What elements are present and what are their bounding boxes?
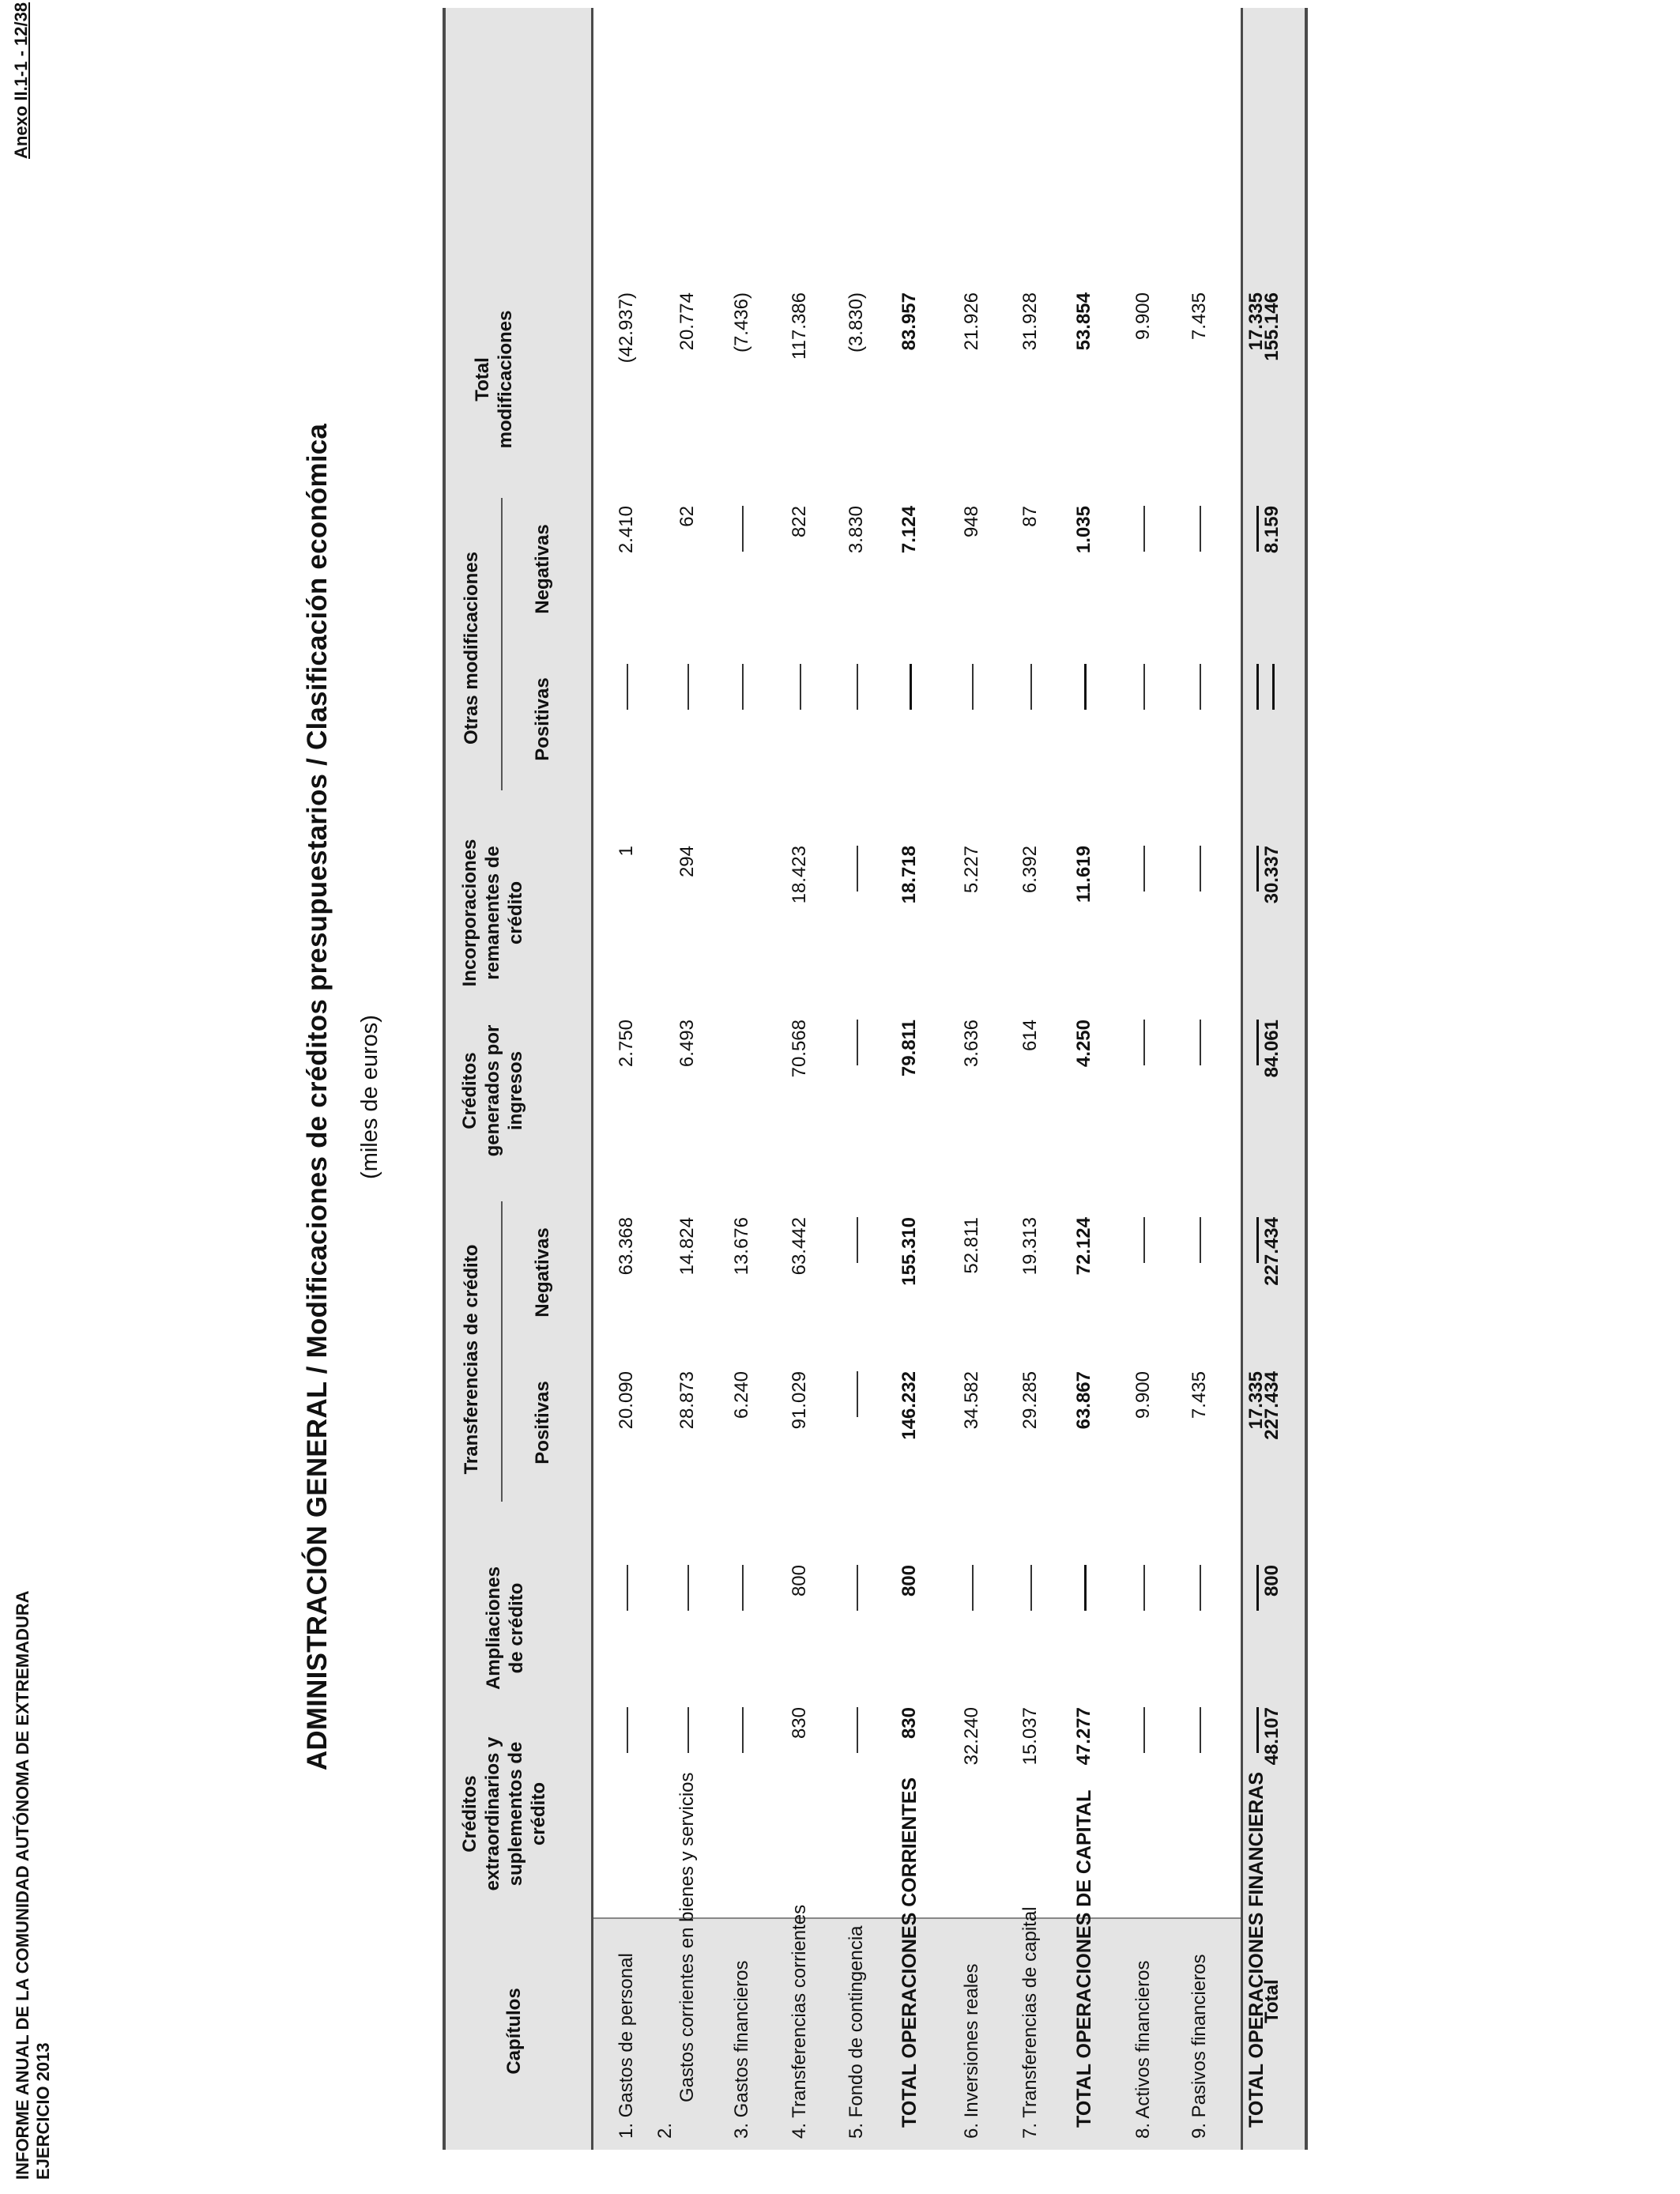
col-header-transfer-negativas: Negativas: [532, 1227, 553, 1318]
empty-cell-dash: [800, 664, 801, 710]
empty-cell-dash: [1200, 846, 1201, 892]
col-header-creditos-extra: Créditos extraordinarios y suplementos de crédito: [459, 1736, 549, 1891]
empty-cell-dash: [1143, 1565, 1145, 1611]
row-label: Gastos corrientes en bienes y servicios: [676, 1772, 698, 2102]
empty-cell-dash: [1200, 1217, 1201, 1263]
value-cell: 155.310: [898, 1217, 920, 1286]
empty-cell-dash: [972, 1565, 974, 1611]
value-cell: 18.718: [898, 846, 920, 904]
value-cell: 614: [1019, 1020, 1041, 1052]
value-cell: 47.277: [1073, 1707, 1094, 1766]
value-cell: 9.900: [1132, 292, 1154, 341]
col-header-total: Total modificaciones: [472, 310, 516, 449]
empty-cell-dash: [742, 506, 744, 552]
value-cell: (42.937): [616, 292, 637, 364]
empty-cell-dash: [1084, 664, 1087, 710]
col-header-incorporaciones: Incorporaciones remanentes de crédito: [459, 839, 526, 987]
modifications-table: [443, 8, 1308, 2150]
value-cell: 32.240: [961, 1707, 982, 1766]
value-cell: 20.090: [616, 1371, 637, 1430]
empty-cell-dash: [1084, 1565, 1087, 1611]
transfer-group-rule: [501, 1201, 503, 1502]
value-cell: 17.335: [1245, 292, 1267, 351]
empty-cell-dash: [687, 1565, 689, 1611]
value-cell: 31.928: [1019, 292, 1041, 351]
value-cell: 84.061: [1261, 1020, 1283, 1078]
value-cell: 83.957: [898, 292, 920, 351]
value-cell: 52.811: [961, 1217, 982, 1274]
row-label: TOTAL OPERACIONES FINANCIERAS: [1245, 1771, 1268, 2128]
empty-cell-dash: [857, 846, 858, 892]
empty-cell-dash: [1143, 1020, 1145, 1065]
row-label: 1. Gastos de personal: [616, 1953, 637, 2139]
empty-cell-dash: [1030, 1565, 1032, 1611]
empty-cell-dash: [910, 664, 912, 710]
empty-cell-dash: [1256, 1020, 1259, 1065]
value-cell: 800: [898, 1565, 920, 1597]
report-year-line: EJERCICIO 2013: [33, 2042, 53, 2180]
row-label: Total: [1261, 1979, 1283, 2023]
total-row-rule: [1241, 8, 1243, 2150]
value-cell: 1: [616, 846, 637, 857]
empty-cell-dash: [687, 664, 689, 710]
value-cell: 3.636: [961, 1020, 982, 1068]
empty-cell-dash: [627, 664, 628, 710]
empty-cell-dash: [1143, 506, 1145, 552]
value-cell: 72.124: [1073, 1217, 1094, 1276]
empty-cell-dash: [1200, 1020, 1201, 1065]
value-cell: 830: [789, 1707, 810, 1740]
empty-cell-dash: [857, 1707, 858, 1753]
value-cell: 30.337: [1261, 846, 1283, 904]
header-bottom-rule: [591, 8, 593, 2150]
empty-cell-dash: [1256, 846, 1259, 892]
value-cell: (3.830): [846, 292, 867, 353]
row-label: 6. Inversiones reales: [961, 1963, 982, 2139]
value-cell: 87: [1019, 506, 1041, 527]
col-header-otras-positivas: Positivas: [532, 677, 553, 761]
value-cell: 29.285: [1019, 1371, 1041, 1430]
value-cell: 63.867: [1073, 1371, 1094, 1430]
empty-cell-dash: [1272, 664, 1275, 710]
value-cell: 48.107: [1261, 1707, 1283, 1766]
empty-cell-dash: [1256, 1707, 1259, 1753]
empty-cell-dash: [1143, 846, 1145, 892]
row-label: 4. Transferencias corrientes: [789, 1904, 810, 2139]
value-cell: 227.434: [1261, 1217, 1283, 1286]
row-label: TOTAL OPERACIONES CORRIENTES: [898, 1777, 921, 2128]
empty-cell-dash: [857, 1565, 858, 1611]
empty-cell-dash: [857, 1020, 858, 1065]
row-label: TOTAL OPERACIONES DE CAPITAL: [1073, 1789, 1095, 2128]
value-cell: (7.436): [731, 292, 752, 353]
col-header-ampliaciones: Ampliaciones de crédito: [483, 1566, 527, 1691]
value-cell: 117.386: [789, 292, 810, 360]
value-cell: 19.313: [1019, 1217, 1041, 1276]
value-cell: 8.159: [1261, 506, 1283, 554]
value-cell: 2.410: [616, 506, 637, 554]
value-cell: 822: [789, 506, 810, 538]
empty-cell-dash: [1256, 1565, 1259, 1611]
value-cell: 3.830: [846, 506, 867, 554]
row-label: 8. Activos financieros: [1132, 1960, 1154, 2139]
value-cell: 20.774: [676, 292, 698, 351]
empty-cell-dash: [1030, 664, 1032, 710]
value-cell: 18.423: [789, 846, 810, 904]
table-top-rule: [443, 8, 446, 2150]
value-cell: 11.619: [1073, 846, 1094, 903]
value-cell: 227.434: [1261, 1371, 1283, 1440]
empty-cell-dash: [742, 1565, 744, 1611]
value-cell: 17.335: [1245, 1371, 1267, 1430]
row-label: 9. Pasivos financieros: [1188, 1954, 1210, 2139]
row-label: 3. Gastos financieros: [731, 1960, 752, 2139]
value-cell: 14.824: [676, 1217, 698, 1276]
value-cell: 28.873: [676, 1371, 698, 1430]
value-cell: 15.037: [1019, 1707, 1041, 1766]
empty-cell-dash: [857, 1371, 858, 1417]
value-cell: 7.435: [1188, 292, 1210, 341]
empty-cell-dash: [1256, 664, 1259, 710]
value-cell: 13.676: [731, 1217, 752, 1276]
value-cell: 7.435: [1188, 1371, 1210, 1419]
table-bottom-rule: [1305, 8, 1308, 2150]
value-cell: 91.029: [789, 1371, 810, 1430]
empty-cell-dash: [1256, 506, 1259, 552]
col-header-transferencias: Transferencias de crédito: [461, 1244, 482, 1475]
report-header: [13, 1590, 54, 2180]
col-header-generados: Créditos generados por ingresos: [459, 1024, 526, 1157]
row-label: 7. Transferencias de capital: [1019, 1906, 1041, 2139]
value-cell: 79.811: [898, 1020, 920, 1077]
value-cell: 830: [898, 1707, 920, 1740]
row-label: 5. Fondo de contingencia: [846, 1925, 867, 2139]
empty-cell-dash: [1256, 1217, 1259, 1263]
empty-cell-dash: [1143, 664, 1145, 710]
value-cell: 9.900: [1132, 1371, 1154, 1419]
value-cell: 6.240: [731, 1371, 752, 1419]
value-cell: 146.232: [898, 1371, 920, 1440]
value-cell: 2.750: [616, 1020, 637, 1068]
empty-cell-dash: [742, 664, 744, 710]
empty-cell-dash: [857, 1217, 858, 1263]
col-header-transfer-positivas: Positivas: [532, 1381, 553, 1465]
col-header-otras-negativas: Negativas: [532, 524, 553, 614]
value-cell: 155.146: [1261, 292, 1283, 361]
value-cell: 1.035: [1073, 506, 1094, 554]
value-cell: 62: [676, 506, 698, 527]
value-cell: 6.392: [1019, 846, 1041, 894]
empty-cell-dash: [742, 1707, 744, 1753]
empty-cell-dash: [972, 664, 974, 710]
value-cell: 63.368: [616, 1217, 637, 1276]
label-column-rule: [593, 1917, 1305, 1919]
empty-cell-dash: [687, 1707, 689, 1753]
otras-group-rule: [501, 498, 503, 790]
value-cell: 6.493: [676, 1020, 698, 1068]
value-cell: 63.442: [789, 1217, 810, 1276]
col-header-capitulos: Capítulos: [503, 1988, 525, 2075]
empty-cell-dash: [1200, 1707, 1201, 1753]
empty-cell-dash: [1143, 1217, 1145, 1263]
value-cell: 7.124: [898, 506, 920, 554]
empty-cell-dash: [857, 664, 858, 710]
col-header-otras: Otras modificaciones: [461, 551, 482, 745]
units-subtitle: (miles de euros): [357, 1015, 382, 1179]
report-title-line: INFORME ANUAL DE LA COMUNIDAD AUTÓNOMA DE EXTREMADURA: [13, 1590, 32, 2180]
annex-reference: Anexo II.1-1 - 12/38: [11, 2, 31, 159]
value-cell: 4.250: [1073, 1020, 1094, 1068]
empty-cell-dash: [1200, 664, 1201, 710]
value-cell: 800: [1261, 1565, 1283, 1597]
row-number: 2.: [654, 2122, 676, 2139]
page-title: ADMINISTRACIÓN GENERAL / Modificaciones de créditos presupuestarios / Clasificación económica: [302, 423, 333, 1771]
value-cell: 800: [789, 1565, 810, 1597]
value-cell: 948: [961, 506, 982, 538]
value-cell: 70.568: [789, 1020, 810, 1078]
empty-cell-dash: [627, 1707, 628, 1753]
value-cell: 34.582: [961, 1371, 982, 1430]
value-cell: 21.926: [961, 292, 982, 351]
empty-cell-dash: [1200, 1565, 1201, 1611]
empty-cell-dash: [1143, 1707, 1145, 1753]
empty-cell-dash: [627, 1565, 628, 1611]
empty-cell-dash: [1200, 506, 1201, 552]
value-cell: 294: [676, 846, 698, 878]
value-cell: 5.227: [961, 846, 982, 894]
value-cell: 53.854: [1073, 292, 1094, 351]
